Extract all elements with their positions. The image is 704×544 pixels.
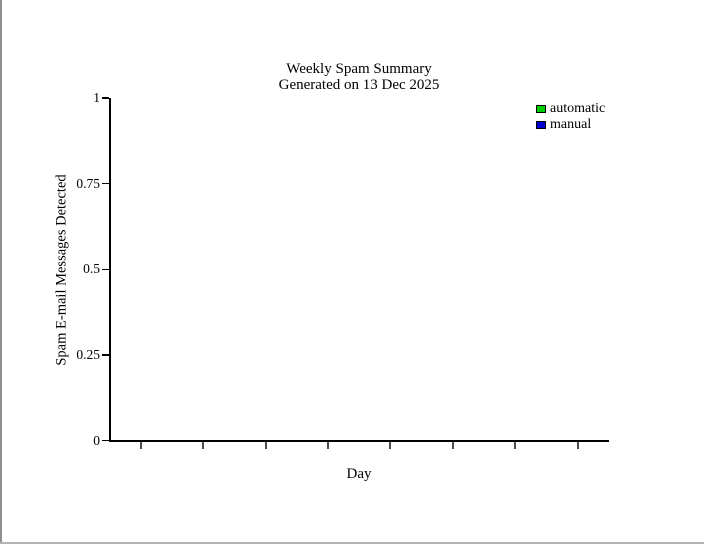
x-axis-line — [109, 440, 609, 442]
x-tick-mark — [389, 442, 391, 449]
y-tick-label: 0.5 — [83, 261, 100, 277]
y-tick-mark — [102, 440, 110, 442]
y-tick-mark — [102, 269, 110, 271]
x-axis-label: Day — [346, 466, 372, 482]
y-tick-mark — [102, 183, 110, 185]
chart-title: Weekly Spam Summary — [286, 61, 432, 77]
x-tick-mark — [514, 442, 516, 449]
x-tick-mark — [140, 442, 142, 449]
y-axis-label: Spam E-mail Messages Detected — [53, 174, 70, 366]
y-tick-label: 0.25 — [76, 346, 100, 362]
x-tick-mark — [327, 442, 329, 449]
y-tick-label: 0 — [93, 432, 100, 448]
y-axis-line — [109, 98, 111, 441]
chart-title-block — [109, 61, 609, 93]
legend-label-manual: manual — [550, 117, 592, 132]
window-left-border — [0, 0, 2, 544]
y-tick-mark — [102, 97, 110, 99]
y-tick-label: 0.75 — [76, 175, 100, 191]
legend-item-automatic — [536, 101, 605, 117]
legend-item-manual — [536, 117, 605, 133]
x-tick-mark — [265, 442, 267, 449]
chart-subtitle: Generated on 13 Dec 2025 — [278, 77, 440, 93]
chart-legend — [536, 101, 605, 133]
legend-label-automatic: automatic — [550, 101, 606, 116]
legend-swatch-manual — [536, 121, 546, 129]
y-tick-mark — [102, 354, 110, 356]
x-tick-mark — [202, 442, 204, 449]
legend-swatch-automatic — [536, 105, 546, 113]
x-tick-mark — [452, 442, 454, 449]
y-tick-label: 1 — [93, 90, 100, 105]
x-tick-mark — [577, 442, 579, 449]
